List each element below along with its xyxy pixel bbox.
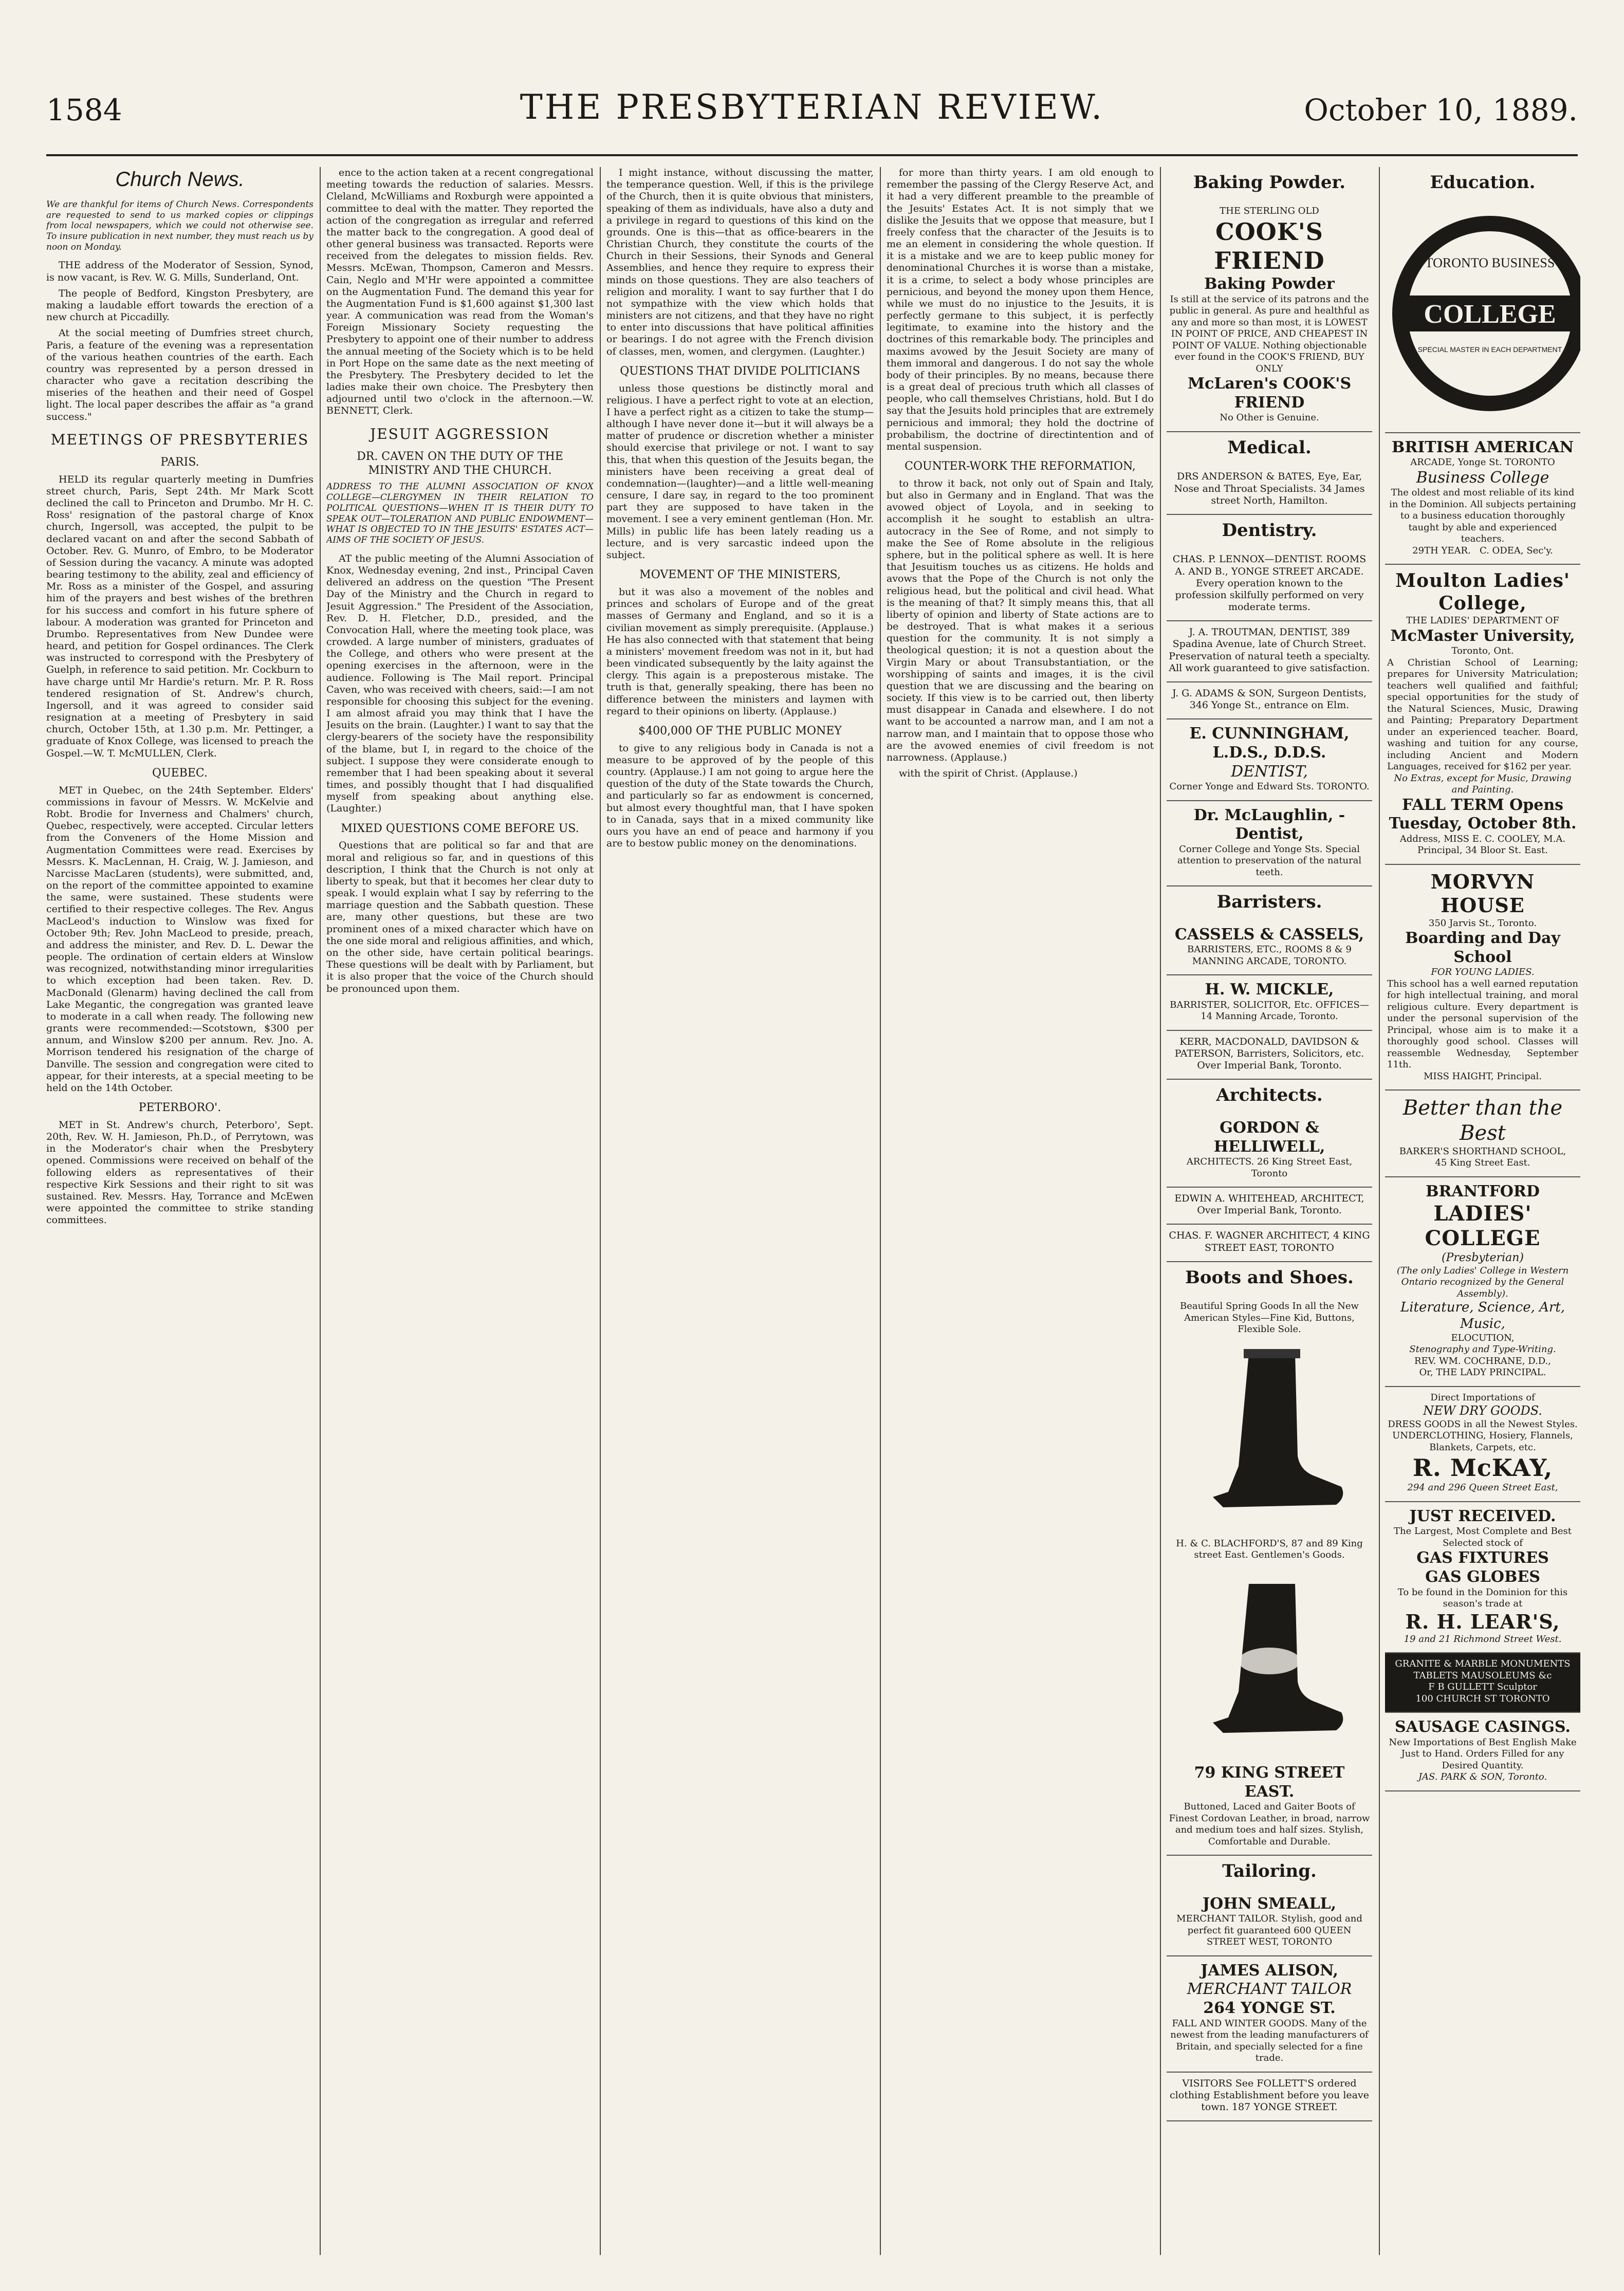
architect-ad: CHAS. F. WAGNER ARCHITECT, 4 KING STREET EAST, TORONTO — [1167, 1225, 1372, 1262]
mixed-questions-text: Questions that are political so far and that are moral and religious so far, and in questions of this description, I think that the Church is not only at liberty to speak, but that it becomes her clear duty to speak. I would explain what I say by referring to the marriage question and the Sabbath question. These are, many other questions, but these are two prominent ones of a mixed character which have on the one side moral and religious affinities, and which, on the other side, have certain political bearings. These questions will be dealt with by Parliament, but it is also proper that the voice of the Church should be pronounced upon them. — [326, 840, 594, 994]
article-text: I might instance, without discussing the matter, the temperance question. Well, if this is the privilege of the Church, then it is quite obvious that ministers, speaking of them as individuals, have also a duty and a privilege in regard to questions of this kind on the grounds. One is this—that as office-bearers in the Christian Church, they constitute the courts of the Church in their Sessions, their Synods and General Assemblies, and hence they require to express their minds on those questions. They are also teachers of religion and morality. I want to say further that I do not sympathize with the view which holds that ministers are not citizens, and that they have no right to enter into discussions that have political affinities or bearings. I do not agree with the French division of classes, men, women, and clergymen. (Laughter.) — [606, 167, 874, 357]
baking-powder-header: Baking Powder. — [1193, 172, 1346, 193]
jesuit-summary: ADDRESS TO THE ALUMNI ASSOCIATION OF KNOX COLLEGE—CLERGYMEN IN THEIR RELATION TO POLITICAL QUESTIONS—WHEN IT IS THEIR DUTY TO SPEAK OUT—TOLERATION AND PUBLIC ENDOWMENT—WHAT IS OBJECTED TO IN THE JESUITS' ESTATES ACT—AIMS OF THE SOCIETY OF JESUS. — [326, 482, 594, 546]
tailoring-header: Tailoring. — [1222, 1861, 1317, 1882]
barrister-ad: H. W. MICKLE, BARRISTER, SOLICITOR, Etc. OFFICES—14 Manning Arcade, Toronto. — [1167, 975, 1372, 1031]
dentistry-header: Dentistry. — [1222, 520, 1317, 541]
toronto-business-college-ad — [1385, 200, 1580, 433]
masthead — [46, 77, 1578, 156]
peterboro-report: MET in St. Andrew's church, Peterboro', Sept. 20th, Rev. W. H. Jamieson, Ph.D., of Perrytown, was in the Moderator's chair when the Presbytery opened. Commissions were received on behalf of the following elders as representatives of their respective Kirk Sessions and their right to sit was sustained. Rev. Messrs. Hay, Torrance and McEwen were appointed the committee to strike standing committees. — [46, 1119, 313, 1226]
architect-ad: EDWIN A. WHITEHEAD, ARCHITECT, Over Imperial Bank, Toronto. — [1167, 1188, 1372, 1225]
boots-ad: Beautiful Spring Goods In all the New American Styles—Fine Kid, Buttons, Flexible Sole. H. & C. BLACHFORD'S, 87 and 89 King street East. Gentlemen's Goods. 79 KING STREET EAST. Buttoned, Laced and Gaiter Boots of Finest Cordovan Leather, in broad, narrow and medium toes and half sizes. Stylish, Comfortable and Durable. — [1167, 1296, 1372, 1856]
quebec-report: MET in Quebec, on the 24th September. Elders' commissions in favour of Messrs. W. McKelvie and Robt. Brodie for Inverness and Chalmers' church, Quebec, respectively, were accepted. Circular letters from the Conveners of the Home Mission and Augmentation Committees were read. Exercises by Messrs. K. MacLennan, H. Craig, W. J. Jamieson, and Narcisse MacLaren (students), were submitted, and, on the report of the committee appointed to examine the same, were sustained. These students were certified to their respective colleges. The Rev. Angus MacLeod's induction to Winslow was fixed for October 9th; Rev. John MacLeod to preside, preach, and address the minister, and Rev. D. L. Dewar the people. The ordination of certain elders at Winslow was recognized, notwithstanding minor irregularities to which exception had been taken. Rev. D. MacDonald (Glenarm) having declined the call from Lake Megantic, the congregation was granted leave to moderate in a call when ready. The following new grants were recommended:—Scotstown, $300 per annum, and Winslow $200 per annum. Rev. Jno. A. Morrison tendered his resignation of the charge of Danville. The session and congregation were cited to appear, for their interests, at a special meeting to be held on the 14th October. — [46, 784, 313, 1094]
paper-title: THE PRESBYTERIAN REVIEW. — [520, 87, 1104, 127]
lear-gas-fixtures-ad: JUST RECEIVED. The Largest, Most Complete and Best Selected stock of GAS FIXTURES GAS GLOBES To be found in the Dominion for this season's trade at R. H. LEAR'S, 19 and 21 Richmond Street West. — [1385, 1502, 1580, 1654]
tailor-ad: JOHN SMEALL, MERCHANT TAILOR. Stylish, good and perfect fit guaranteed 600 QUEEN STREET WEST, TORONTO — [1167, 1890, 1372, 1956]
column-divider — [600, 167, 601, 2255]
barristers-header: Barristers. — [1216, 892, 1322, 913]
peterboro-continuation: ence to the action taken at a recent congregational meeting towards the reduction of salaries. Messrs. Cleland, McWilliams and Roxburgh were appointed a committee to deal with the matter. They reported the action of the congregation as irregular and referred the matter back to the congregation. A good deal of other general business was transacted. Reports were received from the delegates to mission fields. Rev. Messrs. McEwan, Thompson, Cameron and Messrs. Cain, Neglo and M'Hr were appointed a committee on the Augmentation Fund. The demand this year for the Augmentation Fund is $1,600 against $1,300 last year. A communication was read from the Woman's Foreign Missionary Society requesting the Presbytery to appoint one of their number to address the annual meeting of the Society which is to be held in Port Hope on the same date as the next meeting of the Presbytery. The Presbytery decided to let the ladies make their own choice. The Presbytery then adjourned until two o'clock in the afternoon.—W. BENNETT, Clerk. — [326, 167, 594, 417]
jesuit-subheading: DR. CAVEN ON THE DUTY OF THE MINISTRY AND THE CHURCH. — [357, 450, 563, 477]
education-header: Education. — [1430, 172, 1536, 193]
page-number: 1584 — [46, 93, 122, 127]
barrister-ad: KERR, MACDONALD, DAVIDSON & PATERSON, Barristers, Solicitors, etc. Over Imperial Bank, Toronto. — [1167, 1031, 1372, 1080]
article-text: to give to any religious body in Canada is not a measure to be approved of by the people of this country. (Applause.) I am not going to argue here the question of the duty of the State towards the Church, and particularly so far as endowment is concerned, but almost every thoughtful man, that I have spoken to in Canada, says that in a mixed community like ours you have an end of peace and harmony if you are to bestow public money on the denominations. — [606, 742, 874, 849]
paris-report: HELD its regular quarterly meeting in Dumfries street church, Paris, Sept 24th. Mr Mark Scott declined the call to Princeton and Drumbo. Mr H. C. Ross' resignation of the pastoral charge of Knox church, Ingersoll, was accepted, the pulpit to be declared vacant on and after the second Sabbath of October. Rev. G. Munro, of Embro, to be Moderator of Session during the vacancy. A minute was adopted bearing testimony to the ability, zeal and efficiency of Mr. Ross as a minister of the Gospel, and assuring him of the prayers and best wishes of the brethren for his success and comfort in his future sphere of labour. A moderation was granted for Princeton and Drumbo. Representatives from New Dundee were heard, and petition for Gospel ordinances. The Clerk was instructed to correspond with the Presbytery of Guelph, in reference to said petition. Mr. Cockburn to have charge until Mr Hardie's return. Mr. P. R. Ross tendered resignation of St. Andrew's church, Ingersoll, and it was agreed to consider said resignation at a meeting of Presbytery in said church, October 15th, at 1.30 p.m. Mr. Pettinger, a graduate of Knox College, was licensed to preach the Gospel.—W. T. McMULLEN, Clerk. — [46, 473, 313, 759]
barkers-shorthand-ad: Better than the Best BARKER'S SHORTHAND SCHOOL, 45 King Street East. — [1385, 1091, 1580, 1177]
jesuit-column-1 — [326, 167, 594, 2255]
boots-header: Boots and Shoes. — [1185, 1267, 1354, 1288]
college-seal-icon — [1387, 211, 1580, 416]
counter-heading: COUNTER-WORK THE REFORMATION, — [905, 460, 1136, 473]
dentist-ad: J. G. ADAMS & SON, Surgeon Dentists, 346 Yonge St., entrance on Elm. — [1167, 682, 1372, 719]
news-item: At the social meeting of Dumfries street church, Paris, a feature of the evening was a representation of the various heathen countries of the earth. Each country was represented by a person dressed in character who gave a recitation describing the miseries of the heathen and their need of Gospel light. The local paper describes the affair as "a grand success." — [46, 327, 313, 422]
visitors-ad: VISITORS See FOLLETT'S ordered clothing Establishment before you leave town. 187 YONGE STREET. — [1167, 2073, 1372, 2122]
sausage-casings-ad: SAUSAGE CASINGS. New Importations of Best English Make Just to Hand. Orders Filled for any Desired Quantity. JAS. PARK & SON, Toronto. — [1385, 1713, 1580, 1791]
meetings-heading: MEETINGS OF PRESBYTERIES — [50, 431, 309, 448]
dentist-ad: Dr. McLaughlin, - Dentist, Corner College and Yonge Sts. Special attention to preservation of the natural teeth. — [1167, 801, 1372, 887]
column-divider — [320, 167, 321, 2255]
ads-column-1 — [1167, 167, 1372, 2255]
dentist-ad: E. CUNNINGHAM, L.D.S., D.D.S. DENTIST, Corner Yonge and Edward Sts. TORONTO. — [1167, 719, 1372, 801]
article-text: unless those questions be distinctly moral and religious. I have a perfect right to vote at an election, I have a perfect right as a citizen to take the stump—although I have never done it—but it will always be a matter of prudence or discretion whether a minister should exercise that privilege or not. I want to say this, that when this question of the Jesuits began, the ministers have been receiving a great deal of condemnation—(laughter)—and a little well-meaning censure, I dare say, in regard to the too prominent part they are supposed to have taken in the movement. I see a very eminent gentleman (Hon. Mr. Mills) in public life has been lately reading us a lecture, and is very sarcastic indeed upon the subject. — [606, 382, 874, 561]
movement-heading: MOVEMENT OF THE MINISTERS, — [639, 568, 841, 582]
money-heading: $400,000 OF THE PUBLIC MONEY — [638, 724, 842, 737]
medical-ad: DRS ANDERSON & BATES, Eye, Ear, Nose and Throat Specialists. 34 James street North, Hamilton. — [1167, 466, 1372, 515]
editor-note: We are thankful for items of Church News. Correspondents are requested to send to us marked copies or clippings from local newspapers, which we could not otherwise see. To insure publication in next number, they must reach us by noon on Monday. — [46, 199, 313, 252]
granite-monuments-ad: GRANITE & MARBLE MONUMENTS TABLETS MAUSOLEUMS &c F B GULLETT Sculptor 100 CHURCH ST TORONTO — [1385, 1653, 1580, 1713]
news-item: THE address of the Moderator of Session, Synod, is now vacant, is Rev. W. G. Mills, Sunderland, Ont. — [46, 260, 313, 283]
church-news-column — [46, 167, 313, 2255]
boot-illustration-icon — [1192, 1568, 1346, 1753]
college-seal-word: COLLEGE — [1424, 300, 1556, 329]
article-closing: with the spirit of Christ. (Applause.) — [899, 768, 1078, 780]
quebec-heading: QUEBEC. — [152, 766, 208, 780]
tailor-ad: JAMES ALISON, MERCHANT TAILOR 264 YONGE ST. FALL AND WINTER GOODS. Many of the newest from the leading manufacturers of Britain, and specially selected for a fine trade. — [1167, 1956, 1372, 2073]
british-american-college-ad: BRITISH AMERICAN ARCADE, Yonge St. TORONTO Business College The oldest and most reliable of its kind in the Dominion. All subjects pertaining to a business education thoroughly taught by able and experienced teachers. 29TH YEAR. C. ODEA, Sec'y. — [1385, 433, 1580, 565]
morvyn-house-ad: MORVYN HOUSE 350 Jarvis St., Toronto. Boarding and Day School FOR YOUNG LADIES. This school has a well earned reputation for high intellectual training, and moral religious culture. Every department is under the personal supervision of the Principal, whose aim is to make it a thoroughly good school. Classes will reassemble Wednesday, September 11th. MISS HAIGHT, Principal. — [1385, 865, 1580, 1091]
column-divider — [1160, 167, 1161, 2255]
jesuit-heading: JESUIT AGGRESSION — [370, 425, 550, 442]
article-text: to throw it back, not only out of Spain and Italy, but also in Germany and in England. That was the avowed object of Loyola, and in seeking to accomplish it he sought to establish an ultra-autocracy in the See of Rome, and not simply to make the See of Rome absolute in the religious sphere, but in the political sphere as well. It is here that Jesuitism touches us as citizens. He holds and avows that the Pope of the Church is not only the religious head, but the political and civil head. What is the meaning of that? It simply means this, that all liberty of opinion and liberty of State actions are to be destroyed. That is what makes it a serious question for the community. It is not simply a theological question; it is not a question about the Virgin Mary or about Transubstantiation, or the worshipping of saints and images, it is the civil question that we are discussing and the bearing on society. If this view is to be carried out, then liberty must disappear in Canada and elsewhere. I do not want to be accounted a narrow man, and I am not a narrow man, and I maintain that to oppose those who are the avowed enemies of civil freedom is not narrowness. (Applause.) — [887, 477, 1154, 763]
news-item: The people of Bedford, Kingston Presbytery, are making a laudable effort towards the erection of a new church at Piccadilly. — [46, 287, 313, 323]
article-text: but it was also a movement of the nobles and princes and scholars of Europe and of the great masses of Germany and England, and so it is a civilian movement as simply prerequisite. (Applause.) He has also connected with that statement that being a ministers' movement freedom was not in it, but had been vindicated subsequently by the laity against the clergy. This again is a preposterous mistake. The truth is that, generally speaking, there has been no difference between the ministers and laymen with regard to their opinions on liberty. (Applause.) — [606, 586, 874, 717]
jesuit-column-3 — [887, 167, 1154, 2255]
ads-column-2 — [1385, 167, 1580, 2255]
article-text: for more than thirty years. I am old enough to remember the passing of the Clergy Reserve Act, and it had a very different preamble to the preamble of the Jesuits' Estates Act. It is not simply that we dislike the Jesuits that we oppose that measure, but I freely confess that the character of the Jesuits is to me an element in considering the whole question. If it is a mistake and we are to keep public money for denominational Churches it is worse than a mistake, it is a crime, to select a body whose principles are pernicious, and beyond the money upon them Hence, while we must do no injustice to the Jesuits, it is perfectly germane to this subject, it is perfectly legitimate, to examine into the history and the doctrines of this remarkable body. The principles and maxims avowed by the Jesuit Society are many of them immoral and dangerous. I do not say the whole body of their principles. By no means, because there is a great deal of precious truth which all classes of people, who call themselves Christians, hold. But I do say that the Jesuits hold principles that are extremely pernicious and immoral; they hold the doctrine of probabilism, the doctrine of directintention and of mental suspension. — [887, 167, 1154, 452]
college-seal-sub: SPECIAL MASTER IN EACH DEPARTMENT — [1417, 345, 1562, 354]
moulton-college-ad: Moulton Ladies' College, THE LADIES' DEPARTMENT OF McMaster University, Toronto, Ont. A Christian School of Learning; prepares for University Matriculation; teachers well qualified and faithful; special opportunities for the study of the Natural Sciences, Music, Drawing and Painting; Preparatory Department under an experienced teacher. Board, washing and tuition for any course, including Ancient and Modern Languages, received for $162 per year. No Extras, except for Music, Drawing and Painting. FALL TERM Opens Tuesday, October 8th. Address, MISS E. C. COOLEY, M.A. Principal, 34 Bloor St. East. — [1385, 565, 1580, 865]
college-seal-top: TORONTO BUSINESS — [1425, 255, 1555, 271]
peterboro-heading: PETERBORO'. — [138, 1101, 222, 1115]
mckay-dry-goods-ad: Direct Importations of NEW DRY GOODS. DRESS GOODS in all the Newest Styles. UNDERCLOTHING, Hosiery, Flannels, Blankets, Carpets, etc. R. McKAY, 294 and 296 Queen Street East, — [1385, 1387, 1580, 1502]
dentist-ad: J. A. TROUTMAN, DENTIST, 389 Spadina Avenue, late of Church Street. Preservation of natural teeth a specialty. All work guaranteed to give satisfaction. — [1167, 621, 1372, 682]
architects-header: Architects. — [1216, 1085, 1323, 1106]
church-news-heading: Church News. — [115, 168, 245, 191]
paris-heading: PARIS. — [160, 455, 199, 469]
barrister-ad: CASSELS & CASSELS, BARRISTERS, ETC., ROOMS 8 & 9 MANNING ARCADE, TORONTO. — [1167, 920, 1372, 976]
jesuit-text: AT the public meeting of the Alumni Association of Knox, Wednesday evening, 2nd inst., Principal Caven delivered an address on the question "The Present Day of the Ministry and the Church in regard to Jesuit Aggression." The President of the Association, Rev. D. H. Fletcher, D.D., presided, and the Convocation Hall, where the meeting took place, was crowded. A large number of ministers, graduates of the College, and others who were present at the opening exercises in the afternoon, were in the audience. Following is The Mail report. Principal Caven, who was received with cheers, said:—I am not responsible for choosing this subject for the evening. I am almost afraid you may think that I have the Jesuits on the brain. (Laughter.) I want to say that the clergy-bearers of the society have the responsibility of the blame, but I, in regard to the choice of the subject. I suppose they were considerate enough to remember that I had been speaking about it several times, and possibly thought that I had disqualified myself from speaking about anything else. (Laughter.) — [326, 552, 594, 815]
column-divider — [1379, 167, 1380, 2255]
divide-heading: QUESTIONS THAT DIVIDE POLITICIANS — [620, 364, 860, 378]
dentist-ad: CHAS. P. LENNOX—DENTIST. ROOMS A. AND B., YONGE STREET ARCADE. Every operation known to the profession skilfully performed on very moderate terms. — [1167, 548, 1372, 621]
brantford-college-ad: BRANTFORD LADIES' COLLEGE (Presbyterian) (The only Ladies' College in Western Ontario recognized by the General Assembly). Literature, Science, Art, Music, ELOCUTION, Stenography and Type-Writing. REV. WM. COCHRANE, D.D., Or, THE LADY PRINCIPAL. — [1385, 1177, 1580, 1387]
column-divider — [880, 167, 881, 2255]
jesuit-column-2 — [606, 167, 874, 2255]
architect-ad: GORDON & HELLIWELL, ARCHITECTS. 26 King Street East, Toronto — [1167, 1114, 1372, 1188]
mixed-questions-heading: MIXED QUESTIONS COME BEFORE US. — [341, 822, 579, 835]
boot-illustration-icon — [1192, 1343, 1346, 1528]
cooks-friend-ad: THE STERLING OLD COOK'S FRIEND Baking Powder Is still at the service of its patrons and the public in general. As pure and healthful as any and more so than most, it is LOWEST IN POINT OF PRICE, AND CHEAPEST IN POINT OF VALUE. Nothing objectionable ever found in the COOK'S FRIEND, BUY ONLY McLaren's COOK'S FRIEND No Other is Genuine. — [1167, 200, 1372, 432]
medical-header: Medical. — [1227, 437, 1312, 458]
issue-date: October 10, 1889. — [1304, 93, 1578, 127]
